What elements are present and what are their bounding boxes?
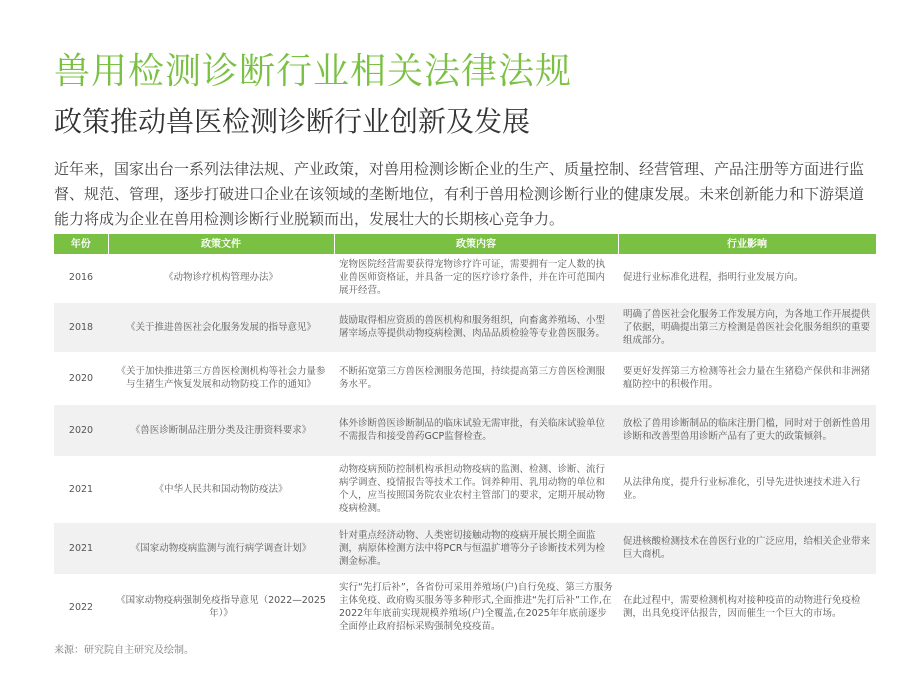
cell-policy-doc: 《关于加快推进第三方兽医检测机构等社会力量参与生猪生产恢复发展和动物防疫工作的通知》 bbox=[108, 352, 334, 404]
cell-industry-impact: 要更好发挥第三方检测等社会力量在生猪稳产保供和非洲猪瘟防控中的积极作用。 bbox=[618, 352, 876, 404]
cell-industry-impact: 促进行业标准化进程，指明行业发展方向。 bbox=[618, 254, 876, 302]
table-row bbox=[54, 456, 876, 522]
page-title: 兽用检测诊断行业相关法律法规 bbox=[54, 51, 573, 92]
intro-paragraph: 近年来，国家出台一系列法律法规、产业政策，对兽用检测诊断企业的生产、质量控制、经营管理、产品注册等方面进行监督、规范、管理，逐步打破进口企业在该领域的垄断地位，有利于兽用检测诊断行业的健康发展。未来创新能力和下游渠道能力将成为企业在兽用检测诊断行业脱颖而出，发展壮大的长期核心竞争力。 bbox=[54, 160, 865, 228]
table-row bbox=[54, 404, 876, 456]
cell-year: 2020 bbox=[54, 352, 108, 404]
cell-policy-content: 针对重点经济动物、人类密切接触动物的疫病开展长期全面监测，病原体检测方法中将PCR与恒温扩增等分子诊断技术列为检测金标准。 bbox=[334, 522, 618, 574]
cell-policy-doc: 《关于推进兽医社会化服务发展的指导意见》 bbox=[108, 302, 334, 352]
cell-industry-impact: 促进核酸检测技术在兽医行业的广泛应用，给相关企业带来巨大商机。 bbox=[618, 522, 876, 574]
header-policy-doc: 政策文件 bbox=[108, 234, 334, 254]
table-row bbox=[54, 574, 876, 640]
cell-policy-doc: 《国家动物疫病强制免疫指导意见（2022—2025年）》 bbox=[108, 574, 334, 640]
cell-year: 2020 bbox=[54, 404, 108, 456]
page-subtitle: 政策推动兽医检测诊断行业创新及发展 bbox=[54, 105, 531, 138]
header-year: 年份 bbox=[54, 234, 108, 254]
cell-policy-content: 实行“先打后补”，各省份可采用养殖场(户)自行免疫、第三方服务主体免疫、政府购买服务等多种形式,全面推进“先打后补”工作,在2022年年底前实现规模养殖场(户)全覆盖,在2025年年底前逐步全面停止政府招标采购强制免疫疫苗。 bbox=[334, 574, 618, 640]
cell-policy-content: 不断拓宽第三方兽医检测服务范围，持续提高第三方兽医检测服务水平。 bbox=[334, 352, 618, 404]
table-row bbox=[54, 302, 876, 352]
cell-year: 2022 bbox=[54, 574, 108, 640]
cell-policy-doc: 《兽医诊断制品注册分类及注册资料要求》 bbox=[108, 404, 334, 456]
cell-policy-content: 宠物医院经营需要获得宠物诊疗许可证，需要拥有一定人数的执业兽医师资格证，并具备一定的医疗诊疗条件，并在许可范围内展开经营。 bbox=[334, 254, 618, 302]
header-industry-impact: 行业影响 bbox=[618, 234, 876, 254]
cell-year: 2021 bbox=[54, 456, 108, 522]
cell-industry-impact: 在此过程中，需要检测机构对接种疫苗的动物进行免疫检测，出具免疫评估报告，因而催生一个巨大的市场。 bbox=[618, 574, 876, 640]
table-row bbox=[54, 352, 876, 404]
cell-industry-impact: 明确了兽医社会化服务工作发展方向，为各地工作开展提供了依据，明确提出第三方检测是兽医社会化服务组织的重要组成部分。 bbox=[618, 302, 876, 352]
cell-year: 2021 bbox=[54, 522, 108, 574]
cell-year: 2018 bbox=[54, 302, 108, 352]
cell-industry-impact: 从法律角度，提升行业标准化，引导先进快速技术进入行业。 bbox=[618, 456, 876, 522]
cell-policy-doc: 《国家动物疫病监测与流行病学调查计划》 bbox=[108, 522, 334, 574]
cell-industry-impact: 放松了兽用诊断制品的临床注册门槛，同时对于创新性兽用诊断和改善型兽用诊断产品有了更大的政策倾斜。 bbox=[618, 404, 876, 456]
cell-policy-content: 鼓励取得相应资质的兽医机构和服务组织，向畜禽养殖场、小型屠宰场点等提供动物疫病检测、肉品品质检验等专业兽医服务。 bbox=[334, 302, 618, 352]
cell-policy-content: 动物疫病预防控制机构承担动物疫病的监测、检测、诊断、流行病学调查、疫情报告等技术工作。饲养种用、乳用动物的单位和个人，应当按照国务院农业农村主管部门的要求，定期开展动物疫病检测。 bbox=[334, 456, 618, 522]
header-policy-content: 政策内容 bbox=[334, 234, 618, 254]
table-header-row bbox=[54, 234, 876, 254]
cell-policy-doc: 《中华人民共和国动物防疫法》 bbox=[108, 456, 334, 522]
policy-table bbox=[54, 234, 877, 641]
source-note: 来源：研究院自主研究及绘制。 bbox=[54, 645, 194, 656]
cell-policy-doc: 《动物诊疗机构管理办法》 bbox=[108, 254, 334, 302]
table-row bbox=[54, 254, 876, 302]
cell-year: 2016 bbox=[54, 254, 108, 302]
table-row bbox=[54, 522, 876, 574]
cell-policy-content: 体外诊断兽医诊断制品的临床试验无需审批，有关临床试验单位不需报告和接受兽药GCP监督检查。 bbox=[334, 404, 618, 456]
